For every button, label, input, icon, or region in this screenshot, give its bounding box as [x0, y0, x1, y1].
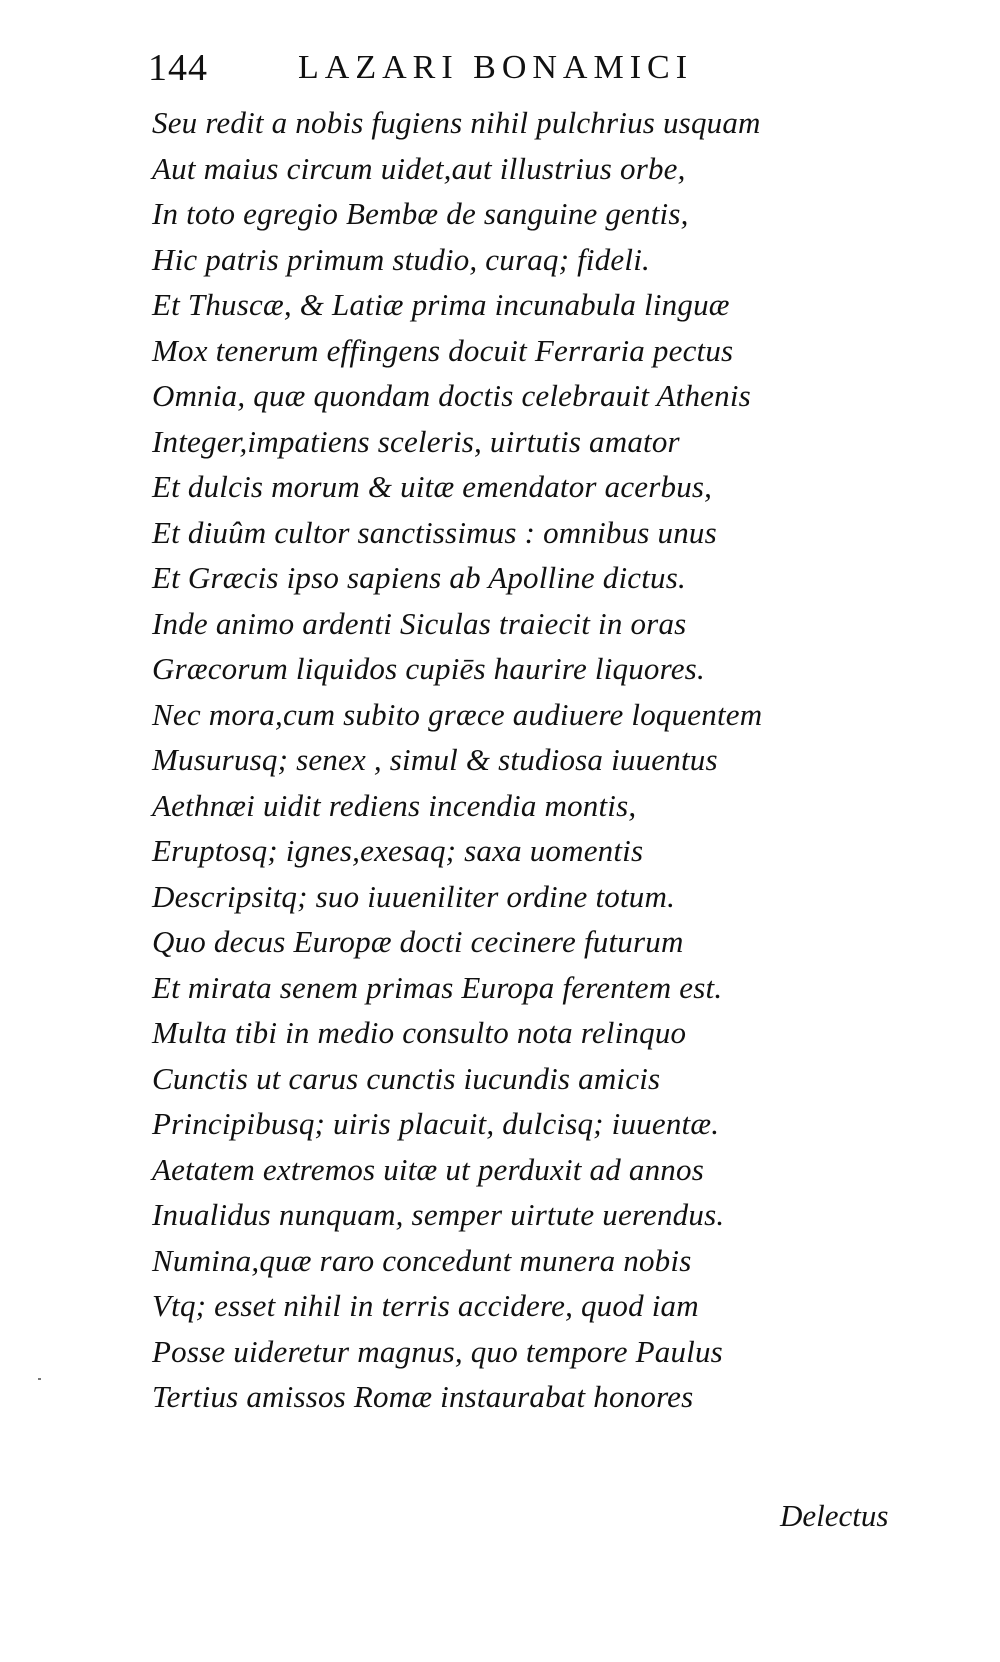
verse-line: Et mirata senem primas Europa ferentem est.: [152, 969, 723, 1005]
verse-line: Inde animo ardenti Siculas traiecit in oras: [152, 605, 687, 641]
verse-block: [152, 100, 912, 1420]
verse-line: Eruptosq; ignes,exesaq; saxa uomentis: [152, 833, 644, 868]
verse-line: Musurusq; senex , simul & studiosa iuuentus: [152, 742, 718, 777]
verse-line: In toto egregio Bembæ de sanguine gentis,: [152, 196, 689, 231]
verse-line: Seu redit a nobis fugiens nihil pulchrius usquam: [152, 105, 761, 140]
verse-line: Et Græcis ipso sapiens ab Apolline dictus.: [152, 560, 686, 595]
verse-line: Mox tenerum effingens docuit Ferraria pectus: [152, 332, 734, 368]
verse-line: Principibusq; uiris placuit, dulcisq; iuuentæ.: [152, 1106, 720, 1141]
page-number: 144: [148, 47, 208, 89]
verse-line: Hic patris primum studio, curaq; fideli.: [152, 241, 650, 277]
verse-line: Et dulcis morum & uitæ emendator acerbus,: [152, 469, 713, 504]
verse-line: Aethnæi uidit rediens incendia montis,: [152, 787, 637, 823]
verse-line: Cunctis ut carus cunctis iucundis amicis: [152, 1060, 661, 1096]
verse-line: Multa tibi in medio consulto nota relinquo: [152, 1015, 687, 1050]
verse-line: Aut maius circum uidet,aut illustrius orbe,: [152, 150, 686, 186]
verse-line: Inualidus nunquam, semper uirtute uerendus.: [152, 1197, 725, 1232]
verse-line: Posse uideretur magnus, quo tempore Paulus: [152, 1333, 723, 1369]
verse-line: Nec mora,cum subito græce audiuere loquentem: [152, 696, 763, 732]
verse-line: Numina,quæ raro concedunt munera nobis: [152, 1242, 692, 1278]
margin-speck: [38, 1378, 41, 1380]
page-header: [148, 46, 848, 90]
verse-line: Integer,impatiens sceleris, uirtutis amator: [152, 423, 680, 459]
verse-line: Et diuûm cultor sanctissimus : omnibus unus: [152, 514, 717, 550]
verse-line: Et Thuscæ, & Latiæ prima incunabula linguæ: [152, 287, 730, 322]
verse-line: Vtq; esset nihil in terris accidere, quod iam: [152, 1288, 699, 1323]
verse-line: Omnia, quæ quondam doctis celebrauit Athenis: [152, 378, 751, 413]
catchword: Delectus: [780, 1498, 889, 1533]
running-head: LAZARI BONAMICI: [298, 49, 694, 86]
verse-line: Quo decus Europæ docti cecinere futurum: [152, 924, 684, 959]
verse-line: Aetatem extremos uitæ ut perduxit ad annos: [152, 1151, 704, 1187]
verse-line: Græcorum liquidos cupiēs haurire liquores.: [152, 651, 705, 686]
verse-line: Descripsitq; suo iuueniliter ordine totum.: [152, 878, 676, 914]
verse-line: Tertius amissos Romæ instaurabat honores: [152, 1379, 694, 1414]
